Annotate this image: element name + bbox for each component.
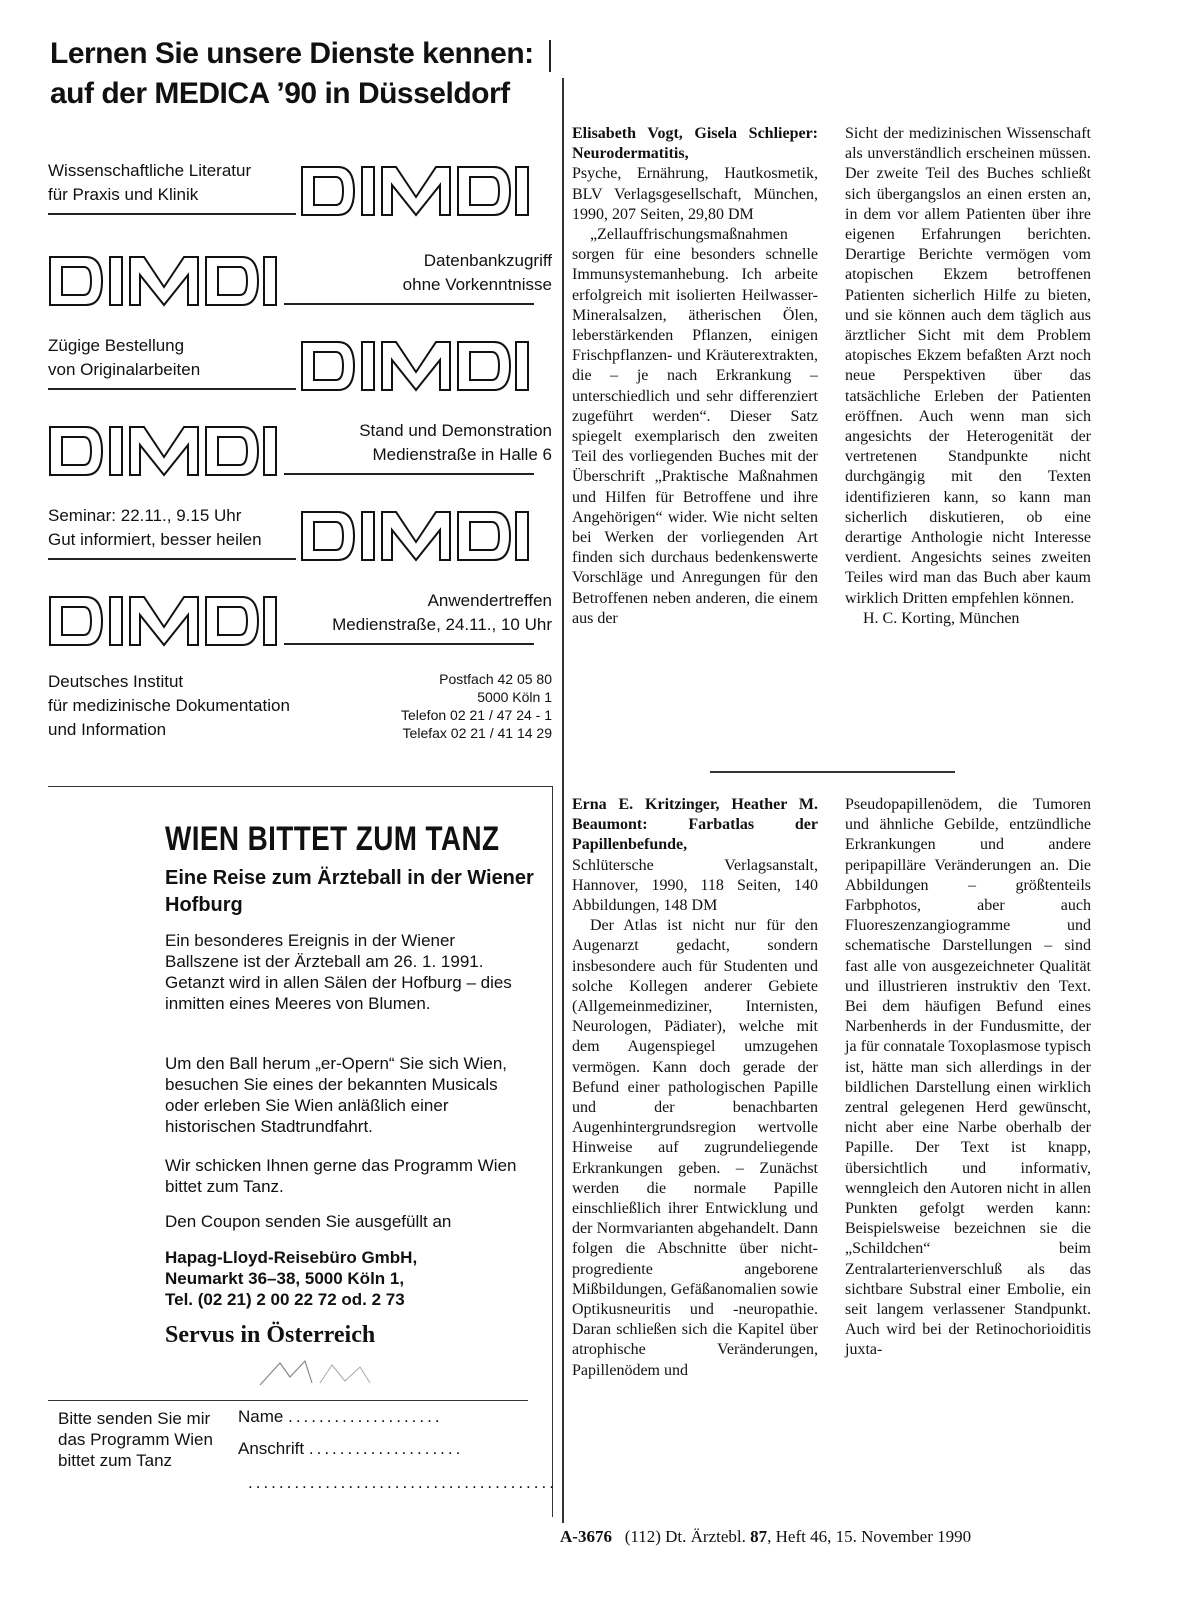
- footer-issue-page: (112): [624, 1527, 661, 1546]
- dimdi-headline: [50, 34, 570, 114]
- wien-paragraph: Den Coupon senden Sie ausgefüllt an: [165, 1212, 452, 1231]
- review-2-column-2: [845, 795, 1091, 1361]
- dimdi-row: [48, 500, 558, 572]
- dimdi-row-text-line: Stand und Demonstration: [359, 421, 552, 440]
- coupon-name-dots: ....................: [288, 1407, 443, 1426]
- dimdi-address-block: [48, 670, 558, 750]
- footer-volume: 87: [750, 1527, 768, 1546]
- dimdi-row-text-line: Medienstraße, 24.11., 10 Uhr: [332, 615, 552, 634]
- dancers-illustration: [250, 1357, 390, 1387]
- review-paragraph: H. C. Korting, München: [863, 609, 1020, 627]
- dimdi-row-underline: [48, 558, 296, 560]
- footer-page-number: A-3676: [560, 1527, 612, 1546]
- dimdi-row-underline: [284, 303, 534, 305]
- institute-name: [48, 670, 290, 742]
- coupon-divider: [48, 1400, 528, 1401]
- coupon-address-line-2[interactable]: [248, 1472, 557, 1493]
- wien-ad-subtitle: Eine Reise zum Ärzteball in der Wiener Hofburg: [165, 867, 534, 916]
- dimdi-row-underline: [284, 473, 534, 475]
- coupon-name-label: Name: [238, 1407, 284, 1426]
- review-heading: Elisabeth Vogt, Gisela Schlieper: Neurodermatitis,: [572, 125, 818, 163]
- dimdi-logo: [48, 593, 278, 649]
- dimdi-row-text: [359, 419, 552, 467]
- coupon-address-dots: ....................: [402, 1473, 557, 1492]
- dimdi-row-text-line: Zügige Bestellung: [48, 336, 185, 355]
- dimdi-row-text-line: Wissenschaftliche Literatur: [48, 161, 252, 180]
- dimdi-row-underline: [48, 388, 296, 390]
- dimdi-logo: [300, 338, 530, 394]
- institute-line: Deutsches Institut: [48, 672, 184, 691]
- coupon-name-field[interactable]: [238, 1406, 443, 1427]
- contact-line: Postfach 42 05 80: [439, 671, 552, 687]
- dimdi-row: [48, 585, 558, 657]
- review-paragraph: Pseudopapillenödem, die Tumoren und ähnliche Gebilde, entzündliche Erkrankungen und andere peripapilläre Veränderungen an. Die Abbildungen – größtenteils Farbphotos, aber auch Fluoreszenzangiogramme und schematische Darstellungen – sind fast alle von ausgezeichneter Qualität und illustrieren instruktiv den Text. Bei dem häufigen Befund eines Narbenherds in der Fundusmitte, der ja für connatale Toxoplasmose typisch ist, hätte man sich allerdings in der bildlichen Darstellung einen wirklich zentral gelegenen Herd gewünscht, nicht aber eine Narbe oberhalb der Papille. Der Text ist knapp, übersichtlich und informativ, wenngleich den Autoren nicht in allen Punkten gefolgt werden kann: Beispielsweise bezeichnen sie die „Schildchen“ beim Zentralarterienverschluß als das sichtbare Substral einer Embolie, ein seit langem verlassener Standpunkt. Auch wird bei der Retinochorioiditis juxta-: [845, 796, 1091, 1359]
- review-paragraph: Schlütersche Verlagsanstalt, Hannover, 1990, 118 Seiten, 140 Abbildungen, 148 DM: [572, 856, 818, 915]
- review-paragraph: „Zellauffrischungsmaßnahmen sorgen für eine besonders schnelle Immunsystemanhebung. Ich arbeite erfolgreich mit isolierten Heilwasser-Mineralsalzen, ätherischen Ölen, leberstärkenden Pflanzen, einigen Frischpflanzen- und Kräuterextrakten, die – je nach Erkrankung – unterschiedlich und sehr differenziert zugeführt werden“. Dieser Satz spiegelt exemplarisch den zweiten Teil des vorliegenden Buches mit der Überschrift „Praktische Maßnahmen und Hilfen für Betroffene und ihre Angehörigen“ wider. Wie nicht selten bei Werken der vorliegenden Art finden sich durchaus bedenkenswerte Vorschläge und Anregungen für den Betroffenen neben anderen, die einem aus der: [572, 226, 818, 627]
- page-footer: [560, 1527, 1100, 1547]
- column-divider: [562, 78, 564, 1523]
- address-line: Hapag-Lloyd-Reisebüro GmbH,: [165, 1248, 418, 1267]
- review-1-column-1: [572, 124, 818, 629]
- wien-paragraph: Um den Ball herum „er-Opern“ Sie sich Wien, besuchen Sie eines der bekannten Musicals oder erleben Sie Wien anläßlich einer historischen Stadtrundfahrt.: [165, 1054, 508, 1136]
- institute-line: und Information: [48, 720, 167, 739]
- coupon-address-dots: ....................: [308, 1439, 464, 1458]
- coupon-address-dots: ....................: [248, 1473, 403, 1492]
- contact-line: Telefax 02 21 / 41 14 29: [402, 725, 552, 741]
- headline-line-2: auf der MEDICA ’90 in Düsseldorf: [50, 77, 510, 110]
- review-paragraph: Der Atlas ist nicht nur für den Augenarzt gedacht, sondern insbesondere auch für Studenten und solche Kollegen anderer Gebiete (Allgemeinmediziner, Internisten, Neurologen, Pädiater), welche mit dem Augenspiegel umzugehen vermögen. Kann doch gerade der Befund einer pathologischen Papille und der benachbarten Augenhintergrundsregion wertvolle Hinweise auf zugrundeliegende Erkrankungen geben. – Zunächst werden die normale Papille einschließlich ihrer Entwicklung und der Normvarianten abgehandelt. Dann folgen die Abschnitte über nicht-progrediente angeborene Mißbildungen, Gefäßanomalien sowie Optikusneuritis und -neuropathie. Daran schließen sich die Kapitel über atrophische Veränderungen, Papillenödem und: [572, 917, 818, 1379]
- dimdi-row: [48, 415, 558, 487]
- headline-divider: [549, 40, 551, 72]
- dimdi-row-text: [48, 504, 262, 552]
- dimdi-row-text: [48, 334, 200, 382]
- dimdi-row-text: [48, 159, 251, 207]
- dimdi-row-text-line: Seminar: 22.11., 9.15 Uhr: [48, 506, 242, 525]
- dimdi-row-text: [332, 589, 552, 637]
- dimdi-row-text: [403, 249, 552, 297]
- dimdi-row: [48, 330, 558, 402]
- wien-paragraph: Ein besonderes Ereignis in der Wiener Ballszene ist der Ärzteball am 26. 1. 1991. Getanzt wird in allen Sälen der Hofburg – dies inmitten eines Meeres von Blumen.: [165, 931, 512, 1013]
- coupon-label: Bitte senden Sie mir das Programm Wien bittet zum Tanz: [58, 1409, 213, 1470]
- wien-paragraph: Wir schicken Ihnen gerne das Programm Wien bittet zum Tanz.: [165, 1156, 517, 1196]
- dimdi-row-text-line: Medienstraße in Halle 6: [372, 445, 552, 464]
- headline-line-1: Lernen Sie unsere Dienste kennen:: [50, 37, 534, 70]
- institute-line: für medizinische Dokumentation: [48, 696, 290, 715]
- dimdi-row-underline: [284, 643, 534, 645]
- dimdi-row-text-line: ohne Vorkenntnisse: [402, 275, 552, 294]
- dimdi-logo: [48, 253, 278, 309]
- address-line: Tel. (02 21) 2 00 22 72 od. 2 73: [165, 1290, 405, 1309]
- review-paragraph: Sicht der medizinischen Wissenschaft als unverständlich erscheinen müssen. Der zweite Teil des Buches schließt sich übergangslos an einen ersten an, in dem vor allem Patienten über ihre eigenen Erfahrungen berichten. Derartige Berichte vermögen vom atopischen Ekzem betroffenen Patienten sicherlich Hilfe zu bieten, und sie können auch dem täglich aus ärztlicher Sicht mit dem Problem atopisches Ekzem befaßten Arzt noch neue Perspektiven über das tatsächliche Erleben der Patienten eröffnen. Auch wenn man sich angesichts der Heterogenität der vertretenen Standpunkte nicht durchgängig mit den Texten identifizieren kann, so kann man sicherlich diskutieren, ob eine derartige Anthologie nicht Interesse verdient. Angesichts seines zweiten Teiles wird man das Buch aber kaum wirklich Dritten empfehlen können.: [845, 125, 1091, 607]
- review-2-column-1: [572, 795, 818, 1381]
- dimdi-row-text-line: Gut informiert, besser heilen: [48, 530, 262, 549]
- footer-issue-date: , Heft 46, 15. November 1990: [767, 1527, 972, 1546]
- dimdi-row: [48, 245, 558, 317]
- review-separator: [710, 771, 955, 773]
- footer-journal: Dt. Ärztebl.: [665, 1527, 746, 1546]
- dimdi-row-text-line: Anwendertreffen: [427, 591, 552, 610]
- review-1-column-2: [845, 124, 1091, 629]
- dimdi-logo: [300, 508, 530, 564]
- contact-line: Telefon 02 21 / 47 24 - 1: [401, 707, 552, 723]
- review-heading: Erna E. Kritzinger, Heather M. Beaumont: Farbatlas der Papillenbefunde,: [572, 796, 818, 854]
- wien-travel-agency-address: [165, 1247, 535, 1310]
- review-paragraph: Psyche, Ernährung, Hautkosmetik, BLV Verlagsgesellschaft, München, 1990, 207 Seiten, 29,80 DM: [572, 165, 818, 223]
- wien-ad-title: WIEN BITTET ZUM TANZ: [165, 820, 500, 858]
- coupon-address-field[interactable]: [238, 1438, 463, 1459]
- dimdi-logo: [48, 423, 278, 479]
- dimdi-row-underline: [48, 213, 296, 215]
- dimdi-row-text-line: für Praxis und Klinik: [48, 185, 199, 204]
- address-line: Neumarkt 36–38, 5000 Köln 1,: [165, 1269, 405, 1288]
- dimdi-row: [48, 155, 558, 227]
- servus-in-oesterreich-logo: Servus in Österreich: [165, 1322, 376, 1348]
- coupon-address-label: Anschrift: [238, 1439, 305, 1458]
- contact-line: 5000 Köln 1: [477, 689, 552, 705]
- dimdi-row-text-line: Datenbankzugriff: [423, 251, 552, 270]
- dimdi-row-text-line: von Originalarbeiten: [48, 360, 201, 379]
- institute-contact: [401, 670, 552, 742]
- dimdi-logo: [300, 163, 530, 219]
